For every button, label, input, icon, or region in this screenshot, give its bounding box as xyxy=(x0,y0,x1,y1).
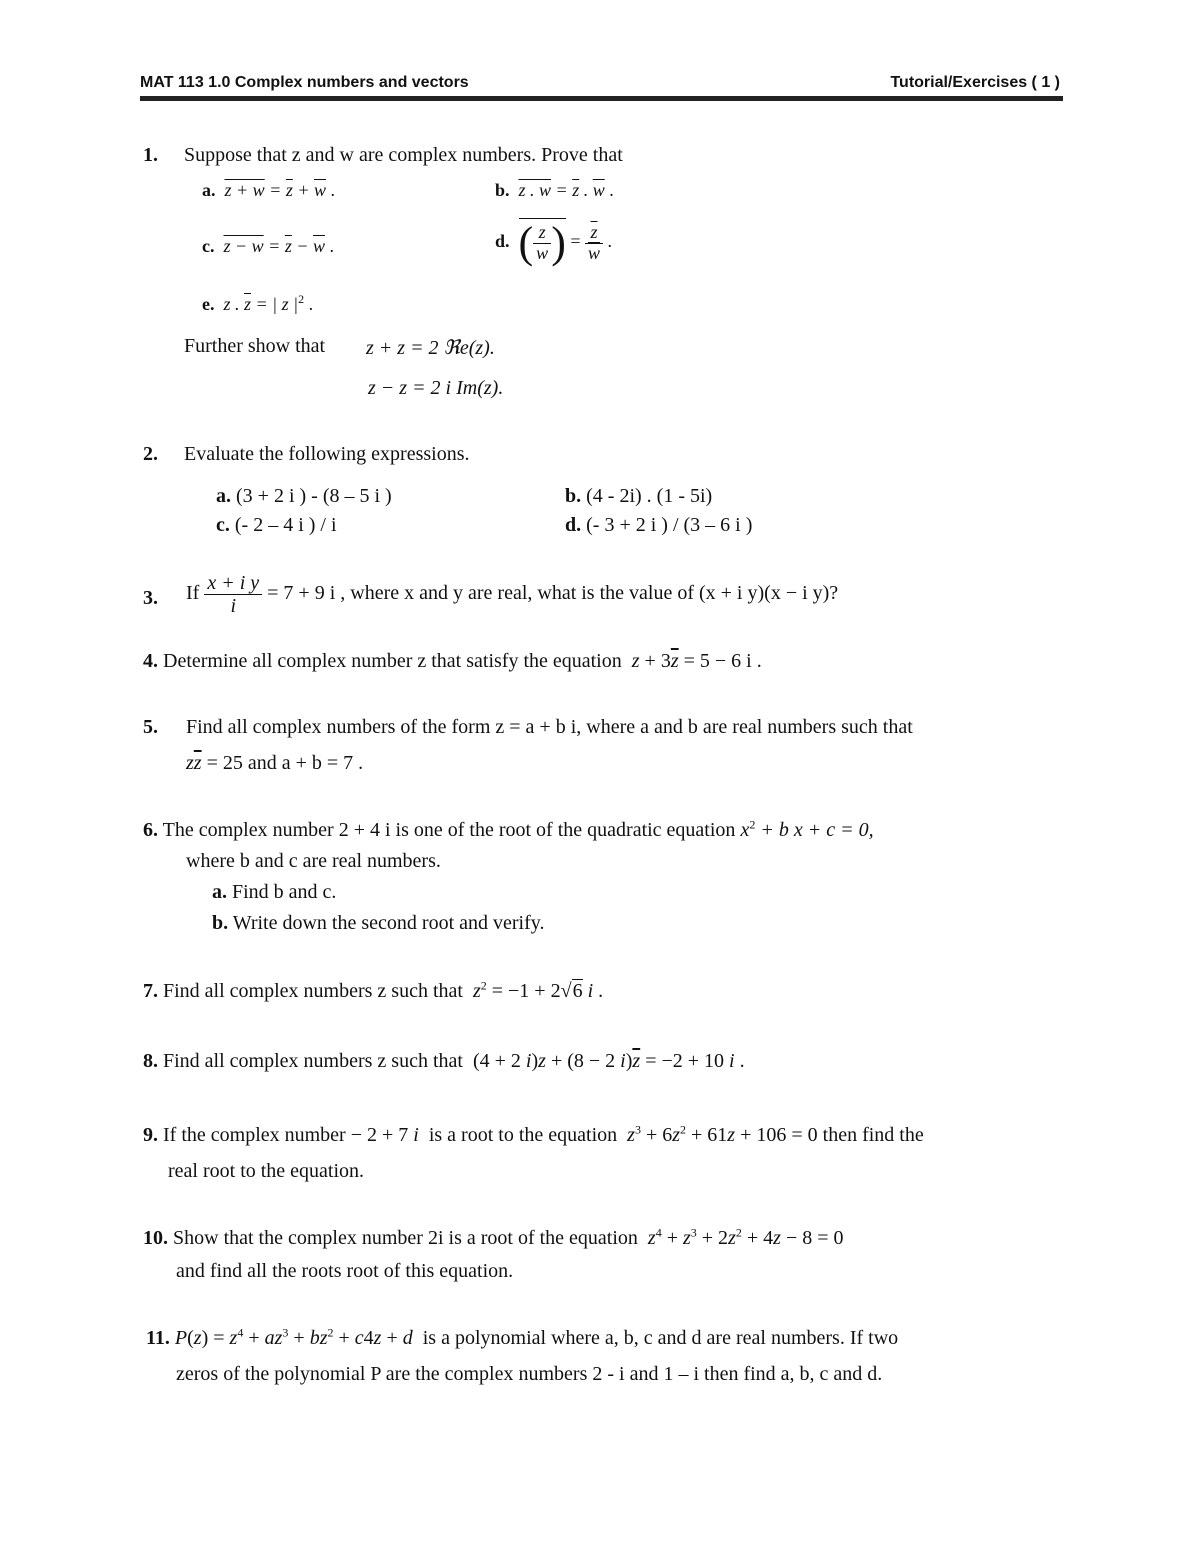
q2-part-d: d. (- 3 + 2 i ) / (3 – 6 i ) xyxy=(565,514,753,536)
question-5-line2: $z\overline{z} = 25$ and a + b = 7 . xyxy=(186,752,364,774)
q1-further: Further show that xyxy=(184,335,326,357)
question-5-number: 5. xyxy=(143,716,158,738)
question-10-line2: and find all the roots root of this equation. xyxy=(176,1260,514,1282)
q1-part-c: c. $z - w = \overline{z} - \overline{w}$ . xyxy=(202,236,335,256)
q2-part-a: a. (3 + 2 i ) - (8 – 5 i ) xyxy=(216,485,392,507)
question-3-number: 3. xyxy=(143,587,158,609)
q1-part-d: d. ( $\frac{z}{w}$ ) = $\frac{\overline{z}}{w}$ . xyxy=(495,218,613,267)
question-2-intro: Evaluate the following expressions. xyxy=(184,443,470,465)
q2-part-b: b. (4 - 2i) . (1 - 5i) xyxy=(565,485,713,507)
question-10-line1: 10. Show that the complex number 2i is a root of the equation $z^4 + z^3 + 2z^2 + 4z - 8 = 0$ xyxy=(143,1225,844,1249)
question-1-intro: Suppose that z and w are complex numbers. Prove that xyxy=(184,144,623,166)
question-8: 8. Find all complex numbers z such that (4 + 2 i)z + (8 − 2 $i)\overline{z} = -2 + 10$ i . xyxy=(143,1050,745,1072)
question-5-line1: Find all complex numbers of the form z = a + b i, where a and b are real numbers such that xyxy=(186,716,913,738)
question-9-line1: 9. If the complex number − 2 + 7 i is a root to the equation $z^3 + 6z^2 + 61z + 106 = 0$ then find the xyxy=(143,1122,924,1146)
q1-re-expression: z + z = 2 ℜe(z). xyxy=(366,337,495,359)
header-rule xyxy=(140,96,1063,101)
question-9-line2: real root to the equation. xyxy=(168,1160,365,1182)
question-2-number: 2. xyxy=(143,443,158,465)
question-6-line1: 6. The complex number 2 + 4 i is one of the root of the quadratic equation $x^2 + b$ x + c = 0, xyxy=(143,817,874,841)
q6-part-a: a. Find b and c. xyxy=(212,881,337,903)
question-11-line1: 11. $P(z) = z^4 + az^3 + bz^2 + c4z + d$ is a polynomial where a, b, c and d are real numbers. If two xyxy=(146,1325,899,1349)
question-11-line2: zeros of the polynomial P are the complex numbers 2 - i and 1 – i then find a, b, c and d. xyxy=(176,1363,883,1385)
sheet-title: Tutorial/Exercises ( 1 ) xyxy=(890,74,1060,91)
question-4: 4. Determine all complex number z that satisfy the equation $z + 3\overline{z} = 5 - 6$ i . xyxy=(143,650,762,672)
q6-part-b: b. Write down the second root and verify. xyxy=(212,912,545,934)
question-3-text: If $\frac{\text{x + i y}}{i}$ = 7 + 9 i , where x and y are real, what is the value of (x + i y)(x − i y)? xyxy=(186,572,839,617)
course-title: MAT 113 1.0 Complex numbers and vectors xyxy=(140,74,469,91)
q2-part-c: c. (- 2 – 4 i ) / i xyxy=(216,514,337,536)
q1-part-a: a. $z + w = \overline{z} + \overline{w}$ . xyxy=(202,180,336,200)
q1-part-b: b. z . $w = \overline{z}$ . $\overline{w}$ . xyxy=(495,180,614,200)
q1-part-e: e. z . $\overline{z}$ = | z $|^2$ . xyxy=(202,292,314,314)
question-1-number: 1. xyxy=(143,144,158,166)
question-7: 7. Find all complex numbers z such that $z^2 = -1 + 2√6$ i . xyxy=(143,978,604,1002)
question-6-line2: where b and c are real numbers. xyxy=(186,850,441,872)
q1-im-expression: z − z = 2 i Im(z). xyxy=(368,377,504,399)
